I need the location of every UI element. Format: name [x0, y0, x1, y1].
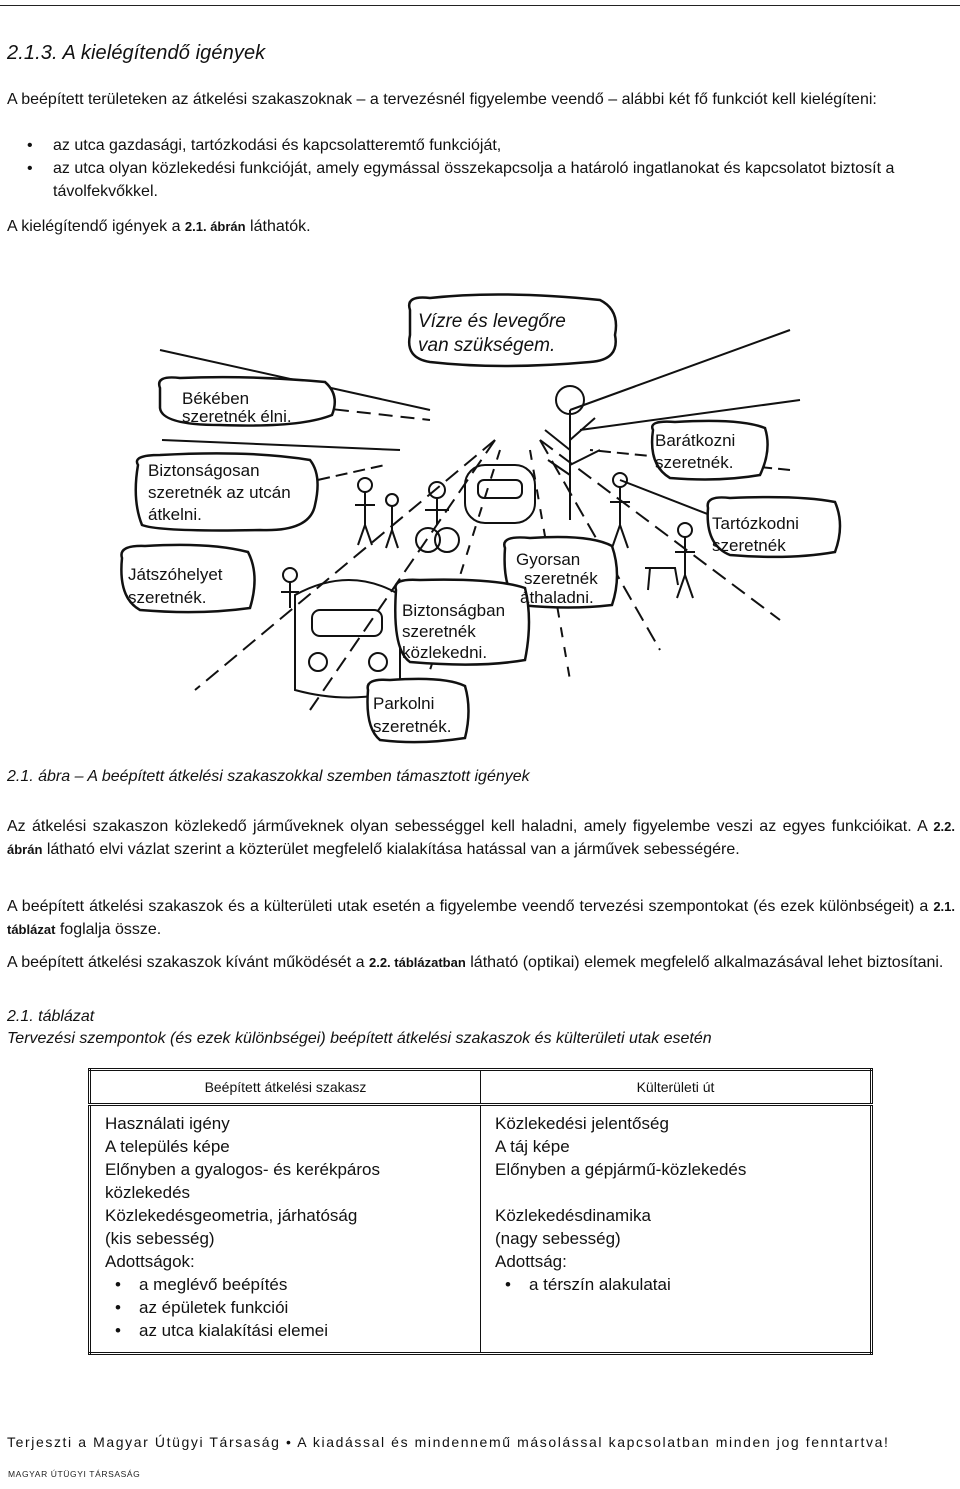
table-reference[interactable]: 2.1. táblázat: [7, 899, 955, 937]
bubble-label: szeretnék.: [373, 717, 452, 736]
bubble-label: Tartózkodni: [712, 514, 799, 533]
bubble-label: közlekedni.: [402, 643, 488, 662]
list-item: • a meglévő beépítés: [105, 1273, 468, 1296]
bubble-label: Vízre és levegőre: [418, 311, 566, 332]
figure-reference[interactable]: 2.1. ábrán: [184, 219, 246, 234]
table-label: 2.1. táblázat: [7, 1008, 95, 1025]
bubble-label: Biztonságosan: [148, 461, 260, 480]
list-item: • a térszín alakulatai: [495, 1273, 858, 1296]
bubble-label: van szükségem.: [418, 335, 556, 356]
publisher-logo: MAGYAR ÚTÜGYI TÁRSASÁG: [8, 1469, 141, 1479]
table-reference[interactable]: 2.2. táblázatban: [368, 955, 466, 970]
bubble-label: szeretnék az utcán: [148, 483, 291, 502]
bubble-label: szeretnék.: [655, 453, 734, 472]
comparison-table: [88, 1068, 873, 1355]
table-header: Beépített átkelési szakasz: [90, 1070, 481, 1105]
bubble-label: Gyorsan: [516, 550, 581, 569]
table-cell: Közlekedési jelentőség A táj képe Előnyben a gépjármű-közlekedés Közlekedésdinamika (nagy sebesség) Adottság: • a térszín alakulatai: [481, 1105, 872, 1354]
bubble-label: Parkolni: [373, 694, 435, 713]
figure-reference-line: A kielégítendő igények a 2.1. ábrán láthatók.: [7, 218, 311, 235]
bubble-label: áthaladni.: [520, 588, 594, 607]
table-cell: Használati igény A település képe Előnyben a gyalogos- és kerékpáros közlekedés Közlekedésgeometria, járhatóság (kis sebesség) Adottságok: • a meglévő beépítés • az épületek funkciói • az utca kialakítási elemei: [90, 1105, 481, 1354]
list-item: • az utca kialakítási elemei: [105, 1319, 468, 1342]
paragraph: A beépített átkelési szakaszok kívánt működését a 2.2. táblázatban látható (optikai) elemek megfelelő alkalmazásával lehet biztosítani.: [7, 954, 944, 971]
list-item: • az épületek funkciói: [105, 1296, 468, 1319]
section-heading: 2.1.3. A kielégítendő igények: [7, 42, 266, 64]
bubble-label: szeretnék: [524, 569, 598, 588]
intro-paragraph: A beépített területeken az átkelési szakaszoknak – a tervezésnél figyelembe veendő – alábbi két fő funkciót kell kielégíteni:: [7, 91, 877, 108]
street-illustration: [100, 290, 870, 750]
top-rule: [0, 5, 960, 6]
bubble-label: Biztonságban: [402, 601, 506, 620]
figure-reference[interactable]: 2.2. ábrán: [7, 819, 955, 857]
paragraph: A beépített átkelési szakaszok és a külterületi utak esetén a figyelembe veendő tervezési szempontokat (és ezek különbségeit) a 2.1. táblázat foglalja össze.: [7, 898, 955, 938]
bubble-label: Barátkozni: [655, 431, 736, 450]
bubble-label: szeretnék.: [128, 588, 207, 607]
bubble-label: átkelni.: [148, 505, 202, 524]
bubble-label: szeretnék: [712, 536, 786, 555]
bubble-label: szeretnék: [402, 622, 476, 641]
bubble-label: Játszóhelyet: [128, 565, 223, 584]
bubble-label: Békében: [182, 389, 250, 408]
figure-caption: 2.1. ábra – A beépített átkelési szakaszokkal szemben támasztott igények: [7, 768, 530, 785]
page-footer: Terjeszti a Magyar Útügyi Társaság • A kiadással és mindennemű másolással kapcsolatban minden jog fenntartva!: [7, 1434, 890, 1450]
function-list: [27, 134, 955, 203]
table-title: Tervezési szempontok (és ezek különbségei) beépített átkelési szakaszok és külterületi utak esetén: [7, 1030, 712, 1047]
table-header: Külterületi út: [481, 1070, 872, 1105]
list-item: • az utca gazdasági, tartózkodási és kapcsolatteremtő funkcióját,: [27, 134, 955, 157]
paragraph: Az átkelési szakaszon közlekedő járműveknek olyan sebességgel kell haladni, amely figyelembe veszi az egyes funkcióikat. A 2.2. ábrán látható elvi vázlat szerint a közterület megfelelő kialakítása hatással van a járművek sebességére.: [7, 818, 955, 858]
list-item: • az utca olyan közlekedési funkcióját, amely egymással összekapcsolja a határoló ingatlanokat és kapcsolatot biztosít a távolfekvőkkel.: [27, 157, 955, 203]
bubble-label: szeretnék élni.: [182, 407, 292, 426]
